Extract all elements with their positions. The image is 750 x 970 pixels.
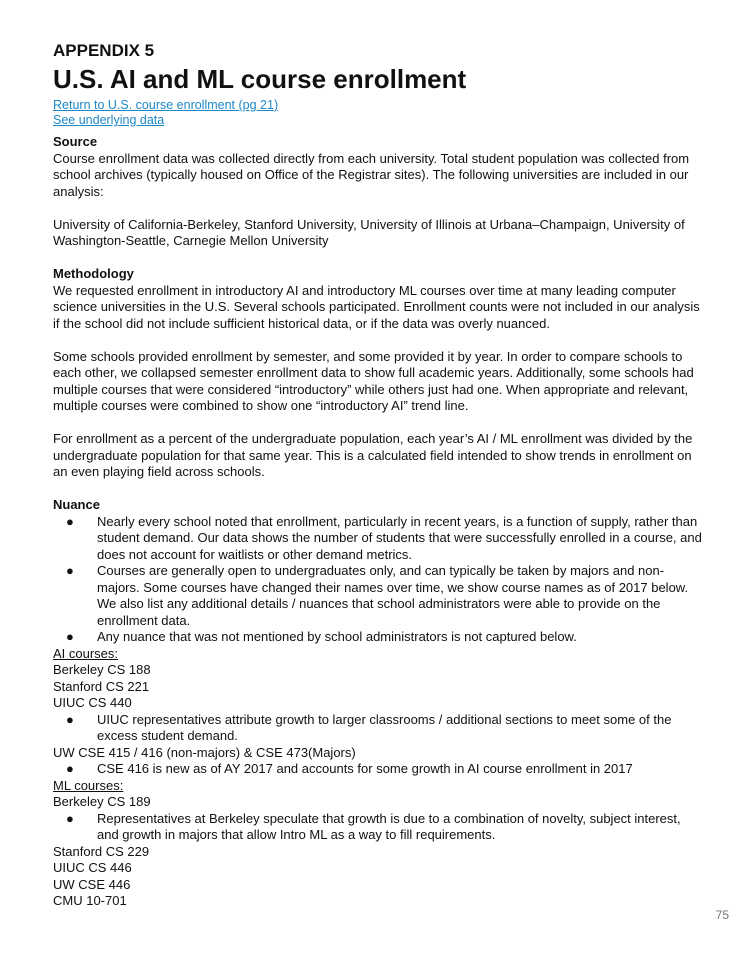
list-item: ● UIUC representatives attribute growth to larger classrooms / additional sections to meet some of the excess student demand.	[66, 711, 672, 743]
source-paragraph-2: University of California-Berkeley, Stanford University, University of Illinois at Urbana–Champaign, University of Washington-Seattle, Carnegie Mellon University	[53, 216, 685, 248]
bullet-icon: ●	[66, 761, 74, 776]
nuance-heading: Nuance	[53, 497, 100, 512]
ml-courses-label: ML courses:	[53, 777, 124, 793]
methodology-paragraph-1: We requested enrollment in introductory AI and introductory ML courses over time at many leading computer science universities in the U.S. Several schools participated. Enrollment counts were not included in our analysis if the school did not include sufficient historical data, or if the data was overly nuanced.	[53, 282, 700, 331]
bullet-icon: ●	[66, 563, 74, 578]
course-item: UIUC CS 440	[53, 695, 132, 710]
methodology-paragraph-2: Some schools provided enrollment by semester, and some provided it by year. In order to compare schools to each other, we collapsed semester enrollment data to show full academic years. Additionally, some schools had multiple courses that were considered “introductory” while others just had one. When appropriate and relevant, multiple courses were combined to show one “introductory AI” trend line.	[53, 348, 694, 413]
methodology-paragraph-3: For enrollment as a percent of the undergraduate population, each year’s AI / ML enrollment was divided by the undergraduate population for that same year. This is a calculated field intended to show trends in enrollment on an even playing field across schools.	[53, 431, 693, 479]
course-item: Berkeley CS 188	[53, 662, 151, 677]
course-item: UIUC CS 446	[53, 860, 132, 875]
course-item: Berkeley CS 189	[53, 794, 151, 809]
uiuc-note-list	[53, 712, 703, 745]
course-item: CMU 10-701	[53, 893, 127, 908]
course-item: Stanford CS 221	[53, 678, 150, 694]
berkeley-note-list	[53, 811, 703, 844]
page-number: 75	[715, 908, 729, 922]
bullet-icon: ●	[66, 810, 74, 826]
course-item: UW CSE 446	[53, 876, 131, 892]
bullet-icon: ●	[66, 629, 74, 644]
nuance-bullet-list	[53, 514, 703, 646]
source-paragraph-1: Course enrollment data was collected directly from each university. Total student population was collected from school archives (typically housed on Office of the Registrar sites). The following universities are included in our analysis:	[53, 150, 690, 199]
document-page	[53, 40, 703, 910]
course-item: Stanford CS 229	[53, 843, 150, 859]
source-heading: Source	[53, 134, 98, 149]
course-item: UW CSE 415 / 416 (non-majors) & CSE 473(Majors)	[53, 744, 356, 760]
bullet-icon: ●	[66, 711, 74, 727]
list-item: ● Representatives at Berkeley speculate that growth is due to a combination of novelty, subject interest, and growth in majors that allow Intro ML as a way to fill requirements.	[66, 810, 681, 842]
underlying-data-link[interactable]: See underlying data	[53, 113, 165, 127]
appendix-label: APPENDIX 5	[53, 41, 155, 60]
bullet-icon: ●	[66, 513, 74, 529]
list-item: ● Nearly every school noted that enrollment, particularly in recent years, is a function of supply, rather than student demand. Our data shows the number of students that were successfully enrolled in a course, and does not account for waitlists or other demand metrics.	[66, 513, 702, 562]
list-item: ● CSE 416 is new as of AY 2017 and accounts for some growth in AI course enrollment in 2017	[66, 761, 633, 776]
methodology-heading: Methodology	[53, 266, 134, 281]
uw-note-list	[53, 761, 703, 778]
page-title: U.S. AI and ML course enrollment	[53, 64, 467, 94]
return-link[interactable]: Return to U.S. course enrollment (pg 21)	[53, 98, 279, 112]
list-item: ● Courses are generally open to undergraduates only, and can typically be taken by majors and non-majors. Some courses have changed their names over time, we show course names as of 2017 below. We also list any additional details / nuances that school administrators were able to provide on the enrollment data.	[66, 563, 689, 628]
list-item: ● Any nuance that was not mentioned by school administrators is not captured below.	[66, 629, 577, 644]
ai-courses-label: AI courses:	[53, 645, 119, 661]
